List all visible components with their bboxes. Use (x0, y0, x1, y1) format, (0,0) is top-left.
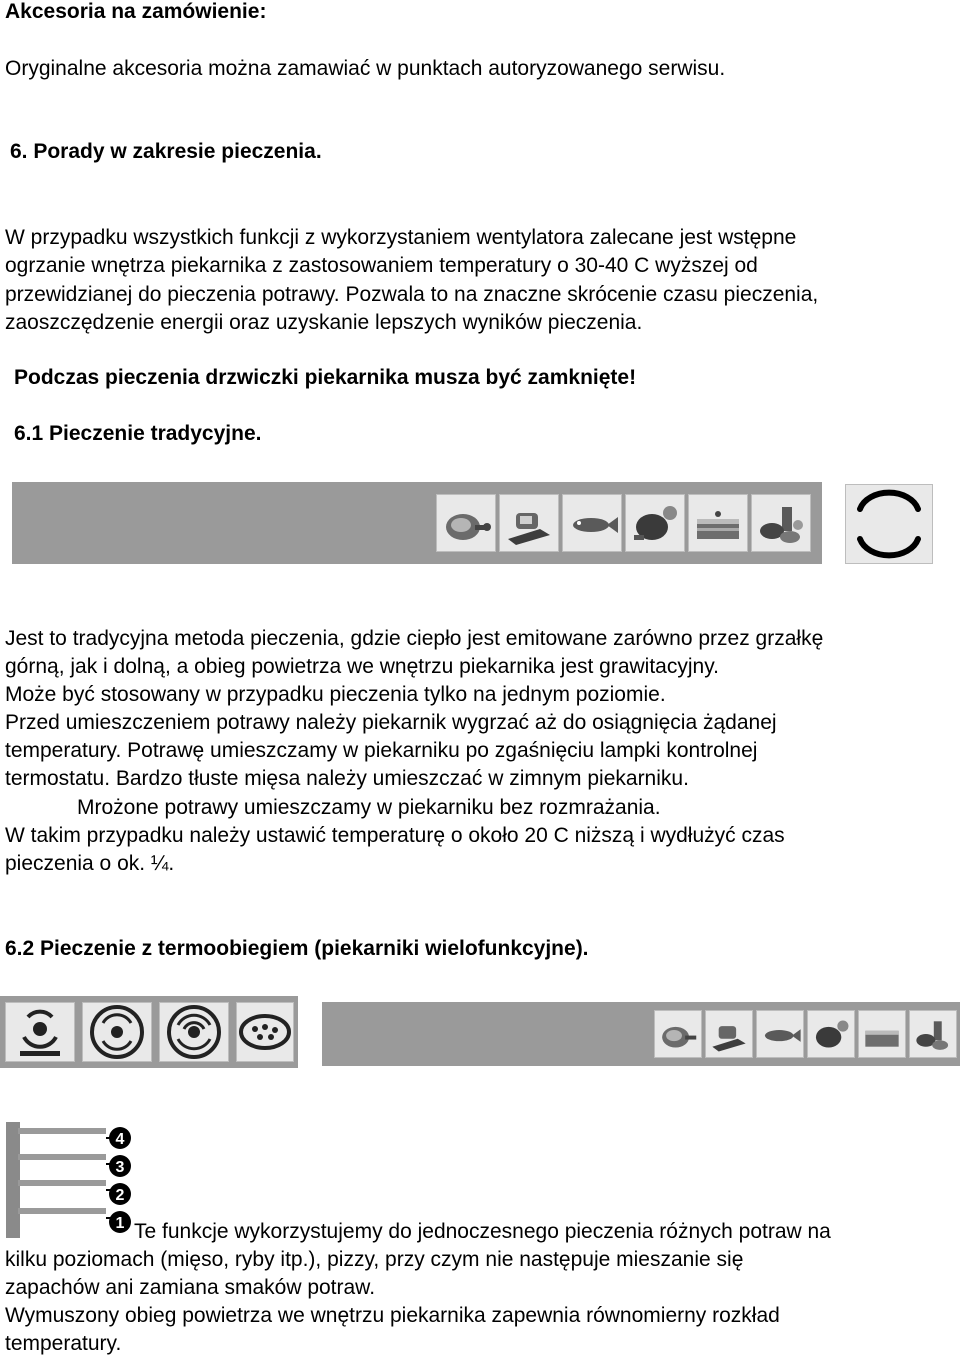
section-6-title: 6. Porady w zakresie pieczenia. (10, 140, 322, 163)
roast-icon (499, 494, 559, 552)
intro-line-3: przewidzianej do pieczenia potrawy. Pozwala to na znaczne skrócenie czasu pieczenia, (5, 283, 819, 306)
fan-line-4: Wymuszony obieg powietrza we wnętrzu piekarnika zapewnia równomierny rozkład (5, 1304, 780, 1327)
fan-line-1: Te funkcje wykorzystujemy do jednoczesnego pieczenia różnych potraw na (134, 1220, 831, 1243)
traditional-line-6: termostatu. Bardzo tłuste mięsa należy umieszczać w zimnym piekarniku. (5, 767, 689, 790)
vegetables-icon-small (909, 1010, 957, 1058)
fan-line-5: temperatury. (5, 1332, 122, 1355)
traditional-line-1: Jest to tradycyjna metoda pieczenia, gdzie ciepło jest emitowane zarówno przez grzałkę (5, 627, 824, 650)
section-6-2-title: 6.2 Pieczenie z termoobiegiem (piekarniki wielofunkcyjne). (5, 937, 589, 960)
accessories-text: Oryginalne akcesoria można zamawiać w punktach autoryzowanego serwisu. (5, 57, 726, 80)
cake-icon (688, 494, 748, 552)
fan-full-icon (159, 1002, 229, 1062)
intro-line-2: ogrzanie wnętrza piekarnika z zastosowaniem temperatury o 30-40 C wyższej od (5, 254, 758, 277)
traditional-line-5: temperatury. Potrawę umieszczamy w piekarniku po zgaśnięciu lampki kontrolnej (5, 739, 758, 762)
vegetables-icon (751, 494, 811, 552)
accessories-heading: Akcesoria na zamówienie: (5, 0, 267, 23)
food-icon-strip-2 (322, 1002, 960, 1066)
traditional-line-3: Może być stosowany w przypadku pieczenia tylko na jednym poziomie. (5, 683, 666, 706)
traditional-line-7: Mrożone potrawy umieszczamy w piekarniku bez rozmrażania. (77, 796, 661, 819)
shelf-level-1: 1 (115, 1215, 125, 1232)
shelf-level-2: 2 (115, 1187, 125, 1204)
food-icon-strip (12, 482, 822, 564)
shelf-levels-diagram (6, 1122, 134, 1238)
cake-icon-small (858, 1010, 906, 1058)
fan-ring-heat-icon (82, 1002, 152, 1062)
intro-line-1: W przypadku wszystkich funkcji z wykorzystaniem wentylatora zalecane jest wstępne (5, 226, 797, 249)
intro-line-4: zaoszczędzenie energii oraz uzyskanie lepszych wyników pieczenia. (5, 311, 643, 334)
roast-icon-small (705, 1010, 753, 1058)
traditional-line-9: pieczenia o ok. ¼. (5, 852, 175, 875)
traditional-line-2: górną, jak i dolną, a obieg powietrza we wnętrzu piekarnika jest grawitacyjny. (5, 655, 719, 678)
shelf-level-3: 3 (115, 1159, 125, 1176)
fish-icon-small (756, 1010, 804, 1058)
poultry-icon-small (807, 1010, 855, 1058)
section-6-1-title: 6.1 Pieczenie tradycyjne. (14, 422, 262, 445)
fan-function-strip (0, 996, 298, 1068)
fan-bottom-heat-icon (5, 1002, 75, 1062)
traditional-line-4: Przed umieszczeniem potrawy należy piekarnik wygrzać aż do osiągnięcia żądanej (5, 711, 777, 734)
pizza-icon (236, 1002, 294, 1062)
meat-icon-small (654, 1010, 702, 1058)
fish-icon (562, 494, 622, 552)
traditional-line-8: W takim przypadku należy ustawić temperaturę o około 20 C niższą i wydłużyć czas (5, 824, 785, 847)
shelf-level-4: 4 (115, 1131, 125, 1148)
fan-line-2: kilku poziomach (mięso, ryby itp.), pizzy, przy czym nie następuje mieszanie się (5, 1248, 744, 1271)
poultry-icon (625, 494, 685, 552)
fan-line-3: zapachów ani zamiana smaków potraw. (5, 1276, 376, 1299)
meat-icon (436, 494, 496, 552)
top-bottom-heat-icon (845, 484, 933, 564)
door-warning: Podczas pieczenia drzwiczki piekarnika musza być zamknięte! (14, 366, 637, 389)
